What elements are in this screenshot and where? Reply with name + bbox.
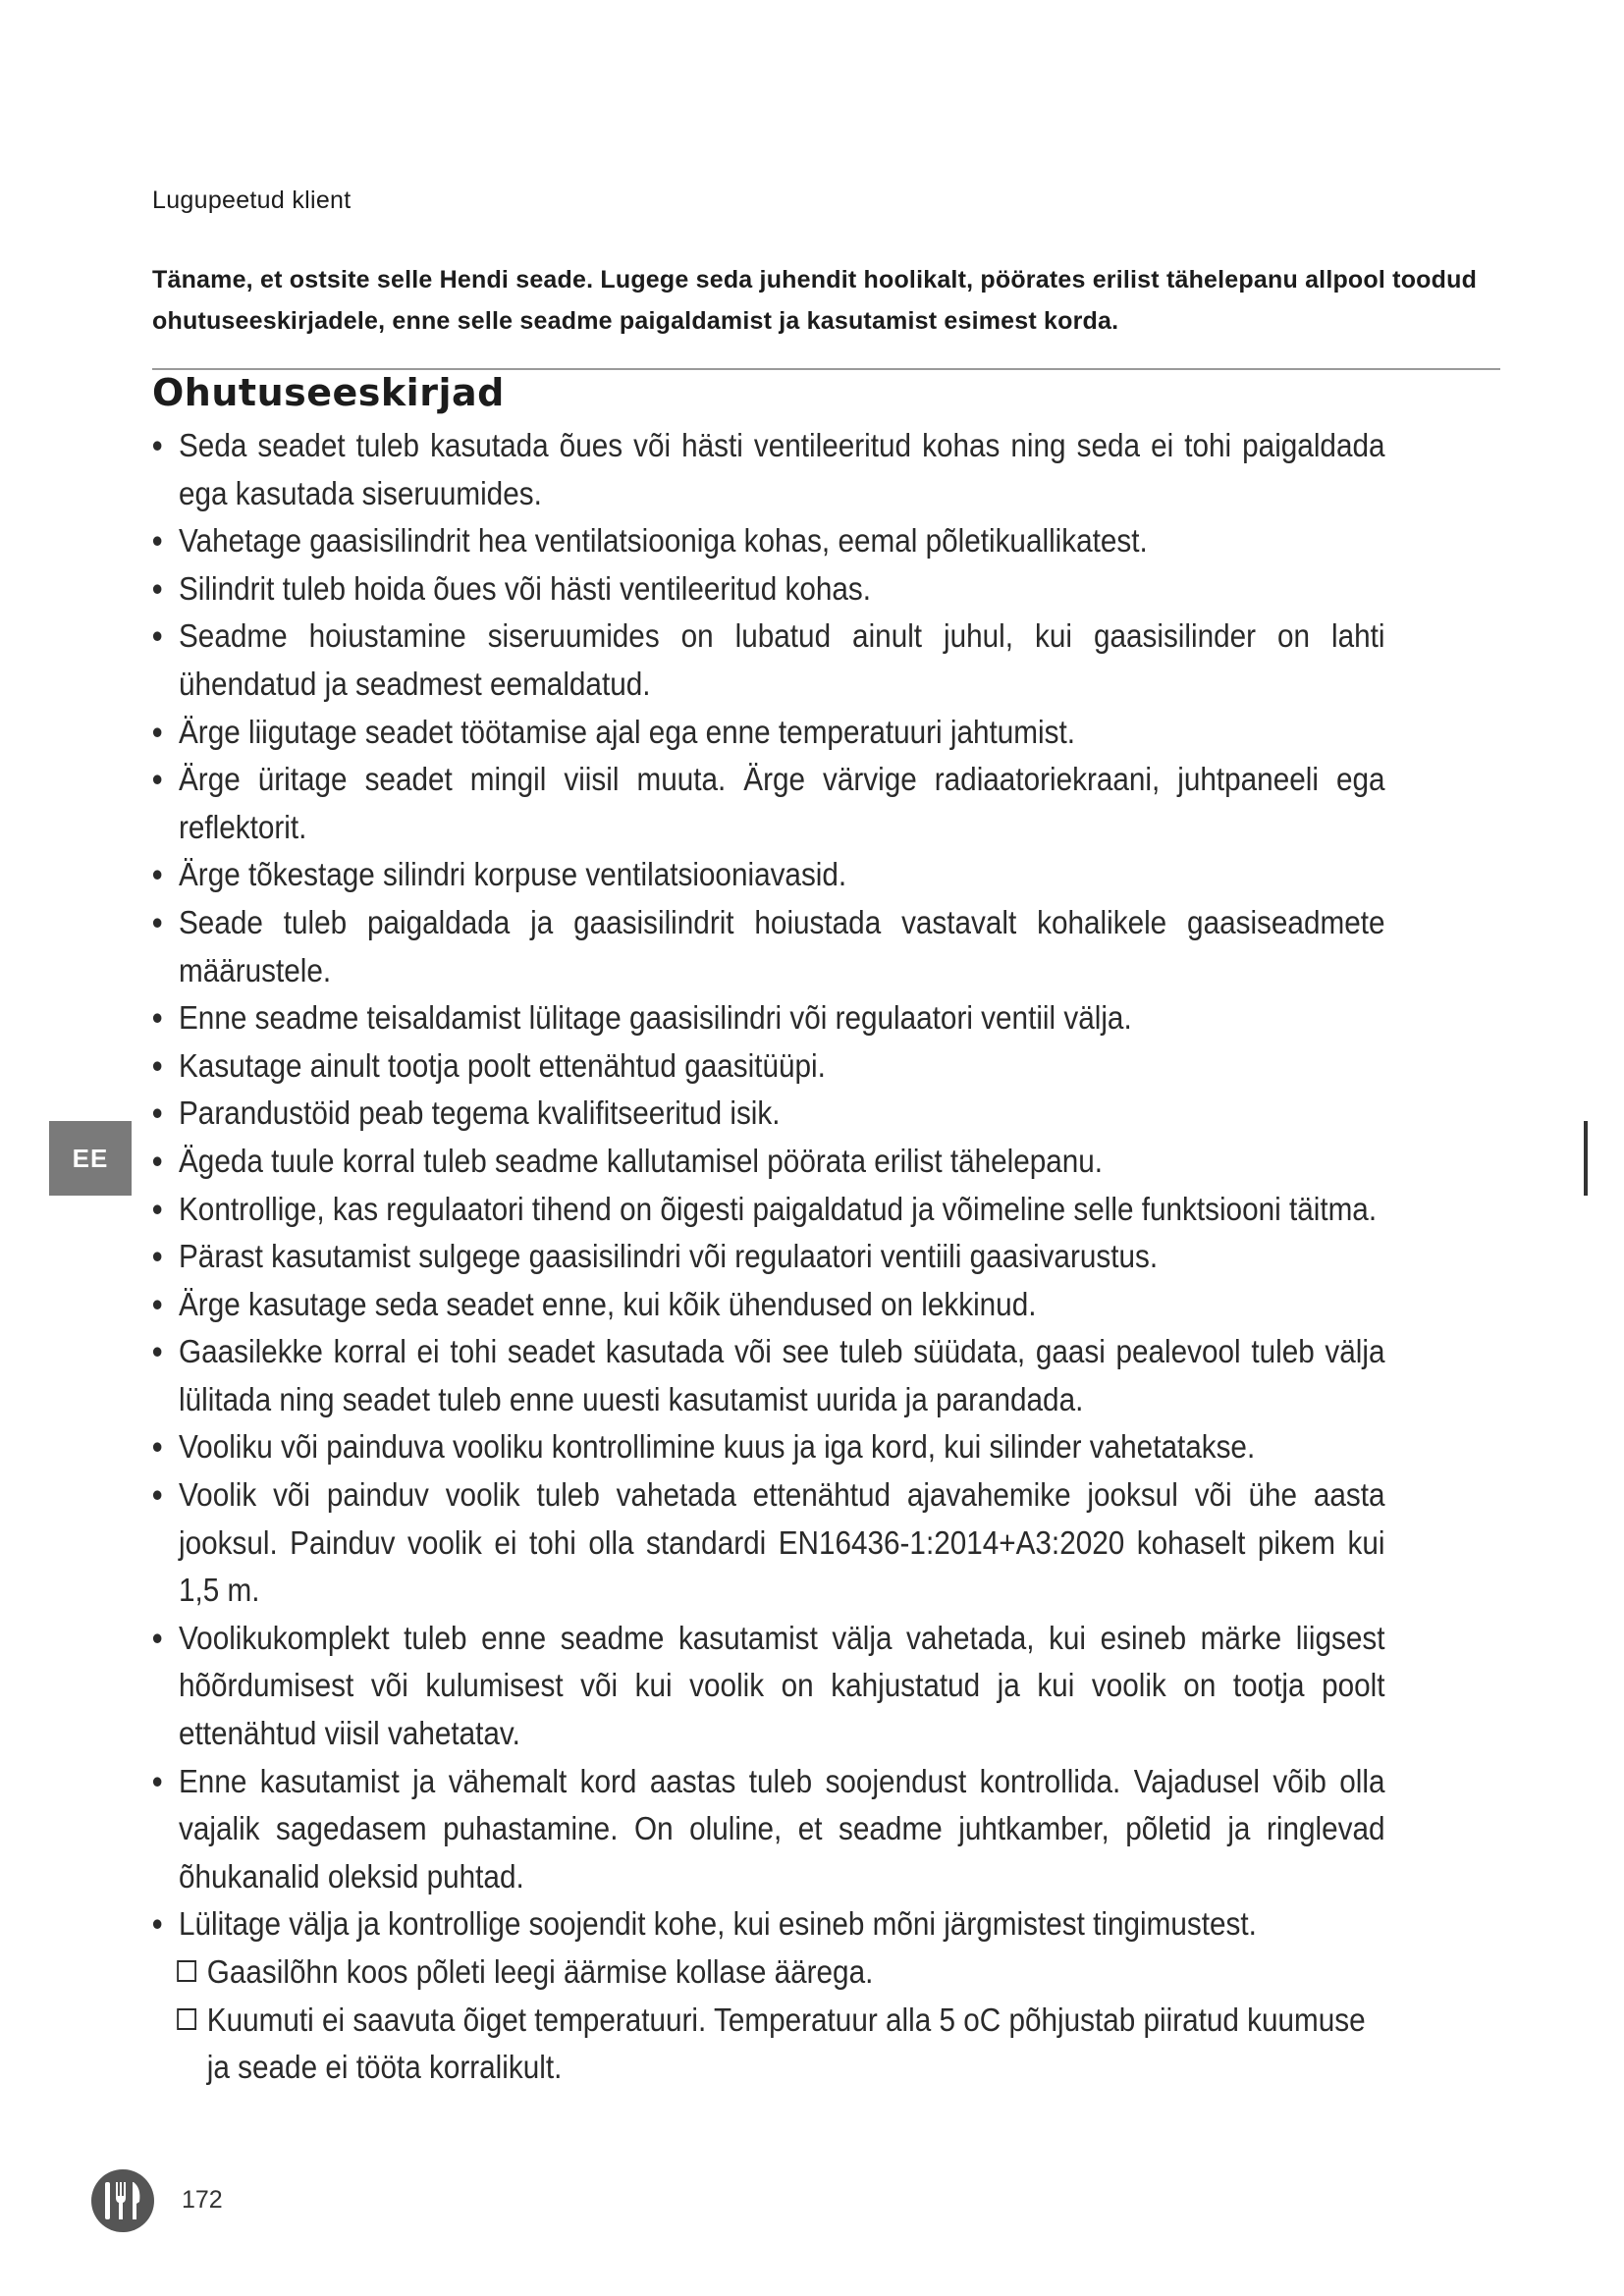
intro-paragraph: Täname, et ostsite selle Hendi seade. Lugege seda juhendit hoolikalt, pöörates erilist tähelepanu allpool toodud ohutuseeskirjadele, enne selle seadme paigaldamist ja kasutamist esimest korda.: [152, 266, 1478, 335]
bullet: •: [152, 427, 163, 463]
list-item-text: Ärge kasutage seda seadet enne, kui kõik ühendused on lekkinud.: [179, 1285, 1037, 1322]
list-item: [152, 565, 1385, 614]
bullet: •: [152, 1619, 163, 1656]
list-item-text: Gaasilekke korral ei tohi seadet kasutada või see tuleb süüdata, gaasi pealevool tuleb välja lülitada ning seadet tuleb enne uuesti kasutamist uurida ja parandada.: [179, 1333, 1385, 1417]
hendi-logo-icon: [90, 2168, 155, 2233]
checkbox-item-text: Kuumuti ei saavuta õiget temperatuuri. Temperatuur alla 5 oC põhjustab piiratud kuumuse ja seade ei tööta korralikult.: [206, 2001, 1366, 2086]
bullet: •: [152, 522, 163, 560]
list-item: [152, 1471, 1385, 1615]
bullet: •: [152, 856, 163, 893]
list-item: [152, 1042, 1385, 1091]
list-item: [152, 899, 1385, 994]
checkbox-item: [152, 1997, 1385, 2092]
list-item-text: Ärge üritage seadet mingil viisil muuta. Ärge värvige radiaatoriekraani, juhtpaneeli ega reflektorit.: [179, 761, 1385, 845]
list-item: [152, 1615, 1385, 1758]
list-item: [152, 613, 1385, 708]
list-item: [152, 709, 1385, 757]
list-item-text: Lülitage välja ja kontrollige soojendit kohe, kui esineb mõni järgmistest tingimustest.: [179, 1905, 1257, 1943]
bullet: •: [152, 1142, 163, 1179]
section-title: Ohutuseeskirjad: [152, 371, 505, 414]
bullet: •: [152, 1190, 163, 1227]
list-item-text: Silindrit tuleb hoida õues või hästi ventileeritud kohas.: [179, 569, 871, 607]
list-item: [152, 1328, 1385, 1423]
list-item: [152, 517, 1385, 565]
page-edge-marker: [1584, 1121, 1588, 1196]
bullet: •: [152, 999, 163, 1037]
bullet: •: [152, 1905, 163, 1943]
bullet: •: [152, 1095, 163, 1132]
section-divider: [152, 368, 1500, 370]
list-item-text: Enne seadme teisaldamist lülitage gaasisilindri või regulaatori ventiil välja.: [179, 999, 1132, 1037]
list-item-text: Ägeda tuule korral tuleb seadme kallutamisel pöörata erilist tähelepanu.: [179, 1142, 1104, 1179]
bullet: •: [152, 1333, 163, 1370]
checkbox-icon: [177, 1960, 196, 1982]
checkbox-icon: [177, 2008, 196, 2030]
list-item-text: Seadme hoiustamine siseruumides on lubatud ainult juhul, kui gaasisilinder on lahti ühendatud ja seadmest eemaldatud.: [179, 617, 1385, 702]
list-item: [152, 1186, 1385, 1234]
list-item: [152, 1758, 1385, 1901]
list-item: [152, 1138, 1385, 1186]
checkbox-item-text: Gaasilõhn koos põleti leegi äärmise kollase äärega.: [206, 1953, 874, 1990]
list-item: [152, 1281, 1385, 1329]
list-item-text: Ärge liigutage seadet töötamise ajal ega enne temperatuuri jahtumist.: [179, 713, 1076, 750]
list-item: [152, 1900, 1385, 1949]
language-tab: EE: [49, 1121, 132, 1196]
list-item-text: Ärge tõkestage silindri korpuse ventilatsiooniavasid.: [179, 856, 847, 893]
list-item-text: Vahetage gaasisilindrit hea ventilatsiooniga kohas, eemal põletikuallikatest.: [179, 522, 1148, 560]
list-item: [152, 756, 1385, 851]
list-item-text: Voolik või painduv voolik tuleb vahetada ettenähtud ajavahemike jooksul või ühe aasta jooksul. Painduv voolik ei tohi olla standardi EN16436-1:2014+A3:2020 kohaselt pikem kui 1,5 m.: [179, 1476, 1385, 1609]
checkbox-item: [152, 1949, 1385, 1997]
list-item-text: Voolikukomplekt tuleb enne seadme kasutamist välja vahetada, kui esineb märke liigsest hõõrdumisest või kulumisest või kui voolik on kahjustatud ja kui voolik on tootja poolt ettenähtud viisil vahetatav.: [179, 1619, 1385, 1752]
list-item: [152, 1233, 1385, 1281]
list-item-text: Seade tuleb paigaldada ja gaasisilindrit hoiustada vastavalt kohalikele gaasiseadmete määrustele.: [179, 903, 1385, 988]
bullet: •: [152, 761, 163, 798]
bullet: •: [152, 1046, 163, 1084]
safety-list: [152, 422, 1385, 2092]
bullet: •: [152, 903, 163, 940]
bullet: •: [152, 1238, 163, 1275]
bullet: •: [152, 1476, 163, 1514]
list-item-text: Kontrollige, kas regulaatori tihend on õigesti paigaldatud ja võimeline selle funktsiooni täitma.: [179, 1190, 1378, 1227]
list-item: [152, 1423, 1385, 1471]
bullet: •: [152, 617, 163, 655]
list-item-text: Vooliku või painduva vooliku kontrollimine kuus ja iga kord, kui silinder vahetatakse.: [179, 1428, 1256, 1466]
greeting: Lugupeetud klient: [152, 187, 352, 214]
bullet: •: [152, 569, 163, 607]
list-item-text: Enne kasutamist ja vähemalt kord aastas tuleb soojendust kontrollida. Vajadusel võib olla vajalik sagedasem puhastamine. On oluline, et seadme juhtkamber, põletid ja ringlevad õhukanalid oleksid puhtad.: [179, 1762, 1385, 1895]
bullet: •: [152, 1285, 163, 1322]
list-item-text: Kasutage ainult tootja poolt ettenähtud gaasitüüpi.: [179, 1046, 826, 1084]
bullet: •: [152, 1762, 163, 1799]
list-item: [152, 422, 1385, 517]
list-item: [152, 1090, 1385, 1138]
bullet: •: [152, 713, 163, 750]
list-item-text: Parandustöid peab tegema kvalifitseeritud isik.: [179, 1095, 781, 1132]
list-item: [152, 994, 1385, 1042]
list-item: [152, 851, 1385, 899]
list-item-text: Seda seadet tuleb kasutada õues või hästi ventileeritud kohas ning seda ei tohi paigaldada ega kasutada siseruumides.: [179, 427, 1385, 511]
bullet: •: [152, 1428, 163, 1466]
list-item-text: Pärast kasutamist sulgege gaasisilindri või regulaatori ventiili gaasivarustus.: [179, 1238, 1159, 1275]
page-number: 172: [182, 2186, 223, 2214]
